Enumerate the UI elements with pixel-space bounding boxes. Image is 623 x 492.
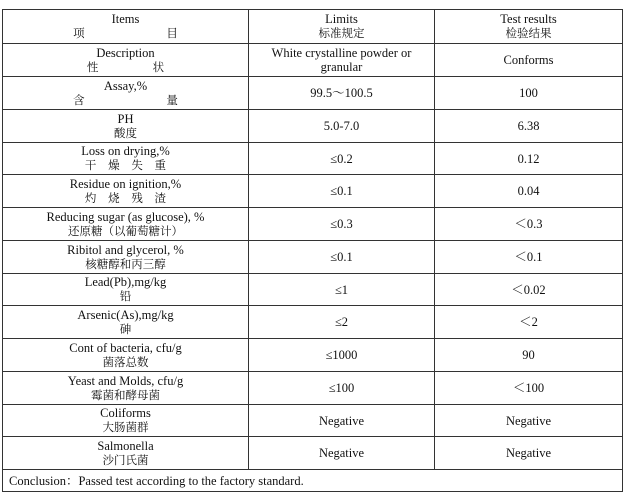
specification-table [2, 9, 623, 492]
limit-cell [249, 110, 435, 143]
item-name-zh: 大肠菌群 [102, 420, 149, 434]
result-value: 90 [522, 348, 535, 362]
result-cell [435, 437, 623, 470]
item-cell [3, 44, 249, 77]
table-row [3, 143, 623, 175]
table-row [3, 339, 623, 372]
conclusion-cell [3, 470, 623, 492]
item-name-zh: 铅 [119, 289, 132, 303]
limit-cell [249, 208, 435, 241]
limit-value: ≤100 [328, 381, 355, 395]
limit-cell [249, 77, 435, 110]
table-row [3, 175, 623, 208]
result-cell [435, 339, 623, 372]
limit-cell [249, 372, 435, 405]
result-value: Negative [505, 413, 552, 428]
item-name-zh: 灼 烧 残 渣 [84, 190, 171, 205]
item-name-en: Assay,% [103, 78, 148, 93]
item-cell [3, 405, 249, 437]
result-cell [435, 208, 623, 241]
header-items-en: Items [111, 12, 140, 26]
limit-value: ≤0.3 [330, 217, 353, 231]
header-results [435, 10, 623, 44]
item-name-zh: 核糖醇和丙三醇 [85, 256, 166, 271]
item-cell [3, 175, 249, 208]
limit-cell [249, 437, 435, 470]
result-value: 6.38 [517, 119, 540, 133]
limit-cell [249, 405, 435, 437]
limit-value: ≤0.1 [330, 250, 353, 264]
item-cell [3, 208, 249, 241]
item-name-zh: 菌落总数 [102, 354, 149, 369]
header-limits-en: Limits [325, 12, 358, 26]
header-results-zh: 检验结果 [505, 26, 552, 40]
item-cell [3, 437, 249, 470]
table-row [3, 241, 623, 274]
result-cell [435, 44, 623, 77]
header-limits [249, 10, 435, 44]
limit-cell [249, 241, 435, 274]
item-cell [3, 274, 249, 306]
item-name-en: PH [117, 111, 134, 126]
table-row [3, 44, 623, 77]
result-value: Conforms [503, 53, 554, 67]
item-name-en: Reducing sugar (as glucose), % [46, 209, 205, 224]
result-value: ＜0.1 [514, 250, 543, 264]
item-name-en: Residue on ignition,% [69, 176, 182, 191]
limit-cell [249, 306, 435, 339]
limit-cell [249, 44, 435, 77]
item-name-zh: 性 状 [86, 59, 190, 74]
item-cell [3, 306, 249, 339]
item-cell [3, 143, 249, 175]
conclusion-row [3, 470, 623, 492]
table-row [3, 77, 623, 110]
table-row [3, 274, 623, 306]
item-name-en: Yeast and Molds, cfu/g [67, 373, 184, 388]
item-name-zh: 干 燥 失 重 [84, 158, 171, 172]
limit-value: ≤1 [334, 282, 349, 297]
item-name-en: Description [96, 45, 155, 60]
table-row [3, 110, 623, 143]
limit-cell [249, 339, 435, 372]
table-row [3, 208, 623, 241]
result-value: ＜100 [512, 381, 545, 395]
limit-value: ≤2 [334, 315, 349, 329]
result-value: Negative [505, 446, 552, 460]
item-name-zh: 酸度 [114, 125, 137, 140]
result-cell [435, 372, 623, 405]
result-cell [435, 110, 623, 143]
item-name-en: Ribitol and glycerol, % [67, 242, 184, 257]
limit-cell [249, 274, 435, 306]
conclusion-text: Conclusion：Passed test according to the factory standard. [9, 473, 304, 488]
item-cell [3, 241, 249, 274]
result-cell [435, 175, 623, 208]
result-value: 0.12 [517, 151, 540, 166]
result-cell [435, 241, 623, 274]
limit-value: Negative [318, 446, 365, 460]
result-cell [435, 405, 623, 437]
item-cell [3, 110, 249, 143]
limit-value: 99.5～100.5 [310, 86, 373, 100]
item-name-en: Coliforms [100, 406, 151, 420]
limit-value: ≤1000 [325, 348, 358, 362]
item-name-en: Salmonella [97, 438, 154, 453]
item-cell [3, 372, 249, 405]
header-results-en: Test results [500, 12, 557, 26]
result-cell [435, 274, 623, 306]
item-name-en: Lead(Pb),mg/kg [84, 275, 167, 289]
limit-value: Negative [318, 413, 365, 428]
result-value: ＜0.3 [514, 217, 543, 231]
header-row [3, 10, 623, 44]
item-name-zh: 还原糖（以葡萄糖计） [68, 223, 183, 238]
item-name-en: Loss on drying,% [81, 144, 170, 158]
item-name-zh: 砷 [119, 321, 132, 336]
item-name-zh: 霉菌和酵母菌 [91, 387, 160, 402]
item-cell [3, 77, 249, 110]
result-cell [435, 77, 623, 110]
header-limits-zh: 标准规定 [318, 26, 365, 40]
item-name-zh: 含 量 [73, 92, 218, 107]
limit-value: White crystalline powder or granular [271, 46, 412, 74]
result-value: ＜2 [519, 315, 538, 329]
result-cell [435, 143, 623, 175]
table-row [3, 437, 623, 470]
result-cell [435, 306, 623, 339]
item-name-en: Cont of bacteria, cfu/g [69, 340, 182, 355]
result-value: 100 [519, 86, 538, 100]
limit-cell [249, 143, 435, 175]
header-items-zh: 项 目 [73, 26, 218, 40]
table-row [3, 306, 623, 339]
header-items [3, 10, 249, 44]
result-value: 0.04 [517, 184, 540, 198]
limit-value: ≤0.1 [330, 184, 353, 198]
item-cell [3, 339, 249, 372]
limit-cell [249, 175, 435, 208]
limit-value: 5.0-7.0 [323, 119, 360, 133]
item-name-en: Arsenic(As),mg/kg [77, 307, 174, 322]
table-row [3, 372, 623, 405]
result-value: ＜0.02 [511, 282, 546, 297]
limit-value: ≤0.2 [330, 151, 353, 166]
table-row [3, 405, 623, 437]
item-name-zh: 沙门氏菌 [102, 452, 149, 467]
